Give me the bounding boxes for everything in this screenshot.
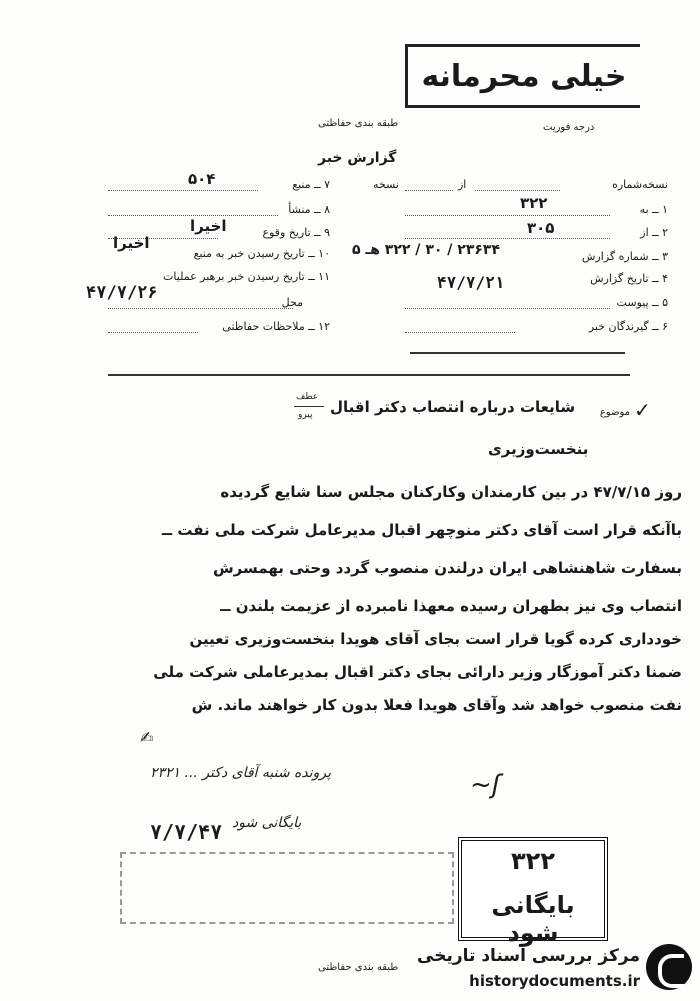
field-6-dots	[405, 332, 515, 333]
classification-label: طبقه بندی حفاظتی	[318, 118, 399, 129]
faded-stamp	[120, 852, 454, 924]
logo-text: مرکز بررسی اسناد تاریخی	[417, 946, 640, 966]
field-5-label: ۵ ــ پیوست	[616, 296, 668, 309]
atf-label: عطف	[296, 392, 319, 402]
copy-suffix-label: نسخه	[373, 178, 399, 191]
field-9-label: ۹ ــ تاریخ وقوع	[262, 226, 330, 239]
field-8-label: ۸ ــ منشأ	[288, 203, 330, 216]
report-title: گزارش خبر	[318, 150, 397, 166]
place-label: محل	[281, 296, 303, 309]
field-11-value: ۴۷/۷/۲۶	[86, 283, 158, 303]
urgency-label: درجه فوریت	[543, 122, 595, 133]
field-10-label: ۱۰ ــ تاریخ رسیدن خبر به منبع	[193, 247, 330, 260]
field-2-dots	[405, 238, 610, 239]
field-11-label: ۱۱ ــ تاریخ رسیدن خبر برهبر عملیات	[163, 270, 330, 283]
archive-number: ۳۲۲	[511, 847, 555, 875]
field-12-dots	[108, 332, 198, 333]
logo-icon	[646, 944, 692, 990]
field-10-value: اخیرا	[113, 234, 150, 252]
field-8-dots	[108, 215, 278, 216]
copy-number-dots	[475, 190, 560, 191]
addressee: بنخست‌وزیری	[488, 440, 589, 458]
field-4-label: ۴ ــ تاریخ گزارش	[590, 272, 668, 285]
divider-right	[410, 352, 625, 354]
field-9-value: اخیرا	[190, 217, 227, 235]
divider-full	[108, 374, 630, 376]
handwritten-note-2: بایگانی شود	[232, 815, 302, 831]
field-6-label: ۶ ــ گیرندگان خبر	[588, 320, 668, 333]
field-7-value: ۵۰۴	[188, 170, 216, 188]
body-line: خودداری کرده گویا قرار است بجای آقای هویدا بنخست‌وزیری تعیین	[189, 630, 682, 648]
archive-stamp	[458, 837, 608, 947]
peyro-label: پیرو	[298, 410, 313, 420]
field-2-label: ۲ ــ از	[640, 226, 668, 239]
field-2-value: ۳۰۵	[527, 219, 555, 237]
field-3-label: ۳ ــ شماره گزارش	[582, 250, 668, 263]
archive-label: بایگانی شود	[491, 891, 575, 947]
copy-from-dots	[405, 190, 453, 191]
body-line: انتصاب وی نیز بطهران رسیده معهذا نامبرده از عزیمت بلندن ــ	[220, 597, 682, 615]
field-5-dots	[405, 308, 610, 309]
atf-divider	[294, 406, 324, 407]
subject-label: موضوع	[599, 407, 630, 418]
field-1-value: ۳۲۲	[520, 194, 548, 212]
place-dots	[108, 308, 293, 309]
top-secret-stamp-text: خیلی محرمانه	[421, 58, 627, 94]
field-3-value: ۲۳۶۳۴ / ۳۰ / ۳۲۲ هـ ۵	[352, 242, 501, 258]
field-7-label: ۷ ــ منبع	[292, 178, 330, 191]
field-7-dots	[108, 190, 258, 191]
body-line: باآنکه قرار است آقای دکتر منوچهر اقبال مدیرعامل شرکت ملی نفت ــ	[161, 521, 682, 539]
top-secret-stamp	[405, 44, 640, 108]
handwritten-date: ۷/۷/۴۷	[150, 820, 223, 844]
footer-classification-label: طبقه بندی حفاظتی	[318, 962, 399, 973]
field-12-label: ۱۲ ــ ملاحظات حفاظتی	[222, 320, 330, 333]
history-documents-logo	[410, 942, 692, 997]
signature-scribble: ✍	[140, 728, 154, 747]
logo-url: historydocuments.ir	[469, 972, 640, 990]
body-line: بسفارت شاهنشاهی ایران درلندن منصوب گردد وحتی بهمسرش	[212, 559, 682, 577]
copy-number-label: نسخه‌شماره	[612, 178, 668, 191]
body-line: روز ۴۷/۷/۱۵ در بین کارمندان وکارکنان مجلس سنا شایع گردیده	[220, 483, 682, 501]
subject-text: شایعات درباره انتصاب دکتر اقبال	[330, 398, 576, 416]
handwritten-note-1: پرونده شنبه آقای دکتر ... ۲۳۲۱	[150, 765, 331, 781]
field-1-dots	[405, 215, 610, 216]
copy-from-label: از	[458, 178, 467, 191]
field-1-label: ۱ ــ به	[639, 203, 668, 216]
field-4-value: ۴۷/۷/۲۱	[437, 273, 505, 292]
check-mark-icon: ✓	[634, 398, 651, 422]
signature-mark: ~ʃ	[470, 770, 501, 800]
body-line: ضمنا دکتر آموزگار وزیر دارائی بجای دکتر اقبال بمدیرعاملی شرکت ملی	[153, 663, 682, 681]
body-line: نفت منصوب خواهد شد وآقای هویدا فعلا بدون کار خواهند ماند. ش	[191, 696, 682, 714]
